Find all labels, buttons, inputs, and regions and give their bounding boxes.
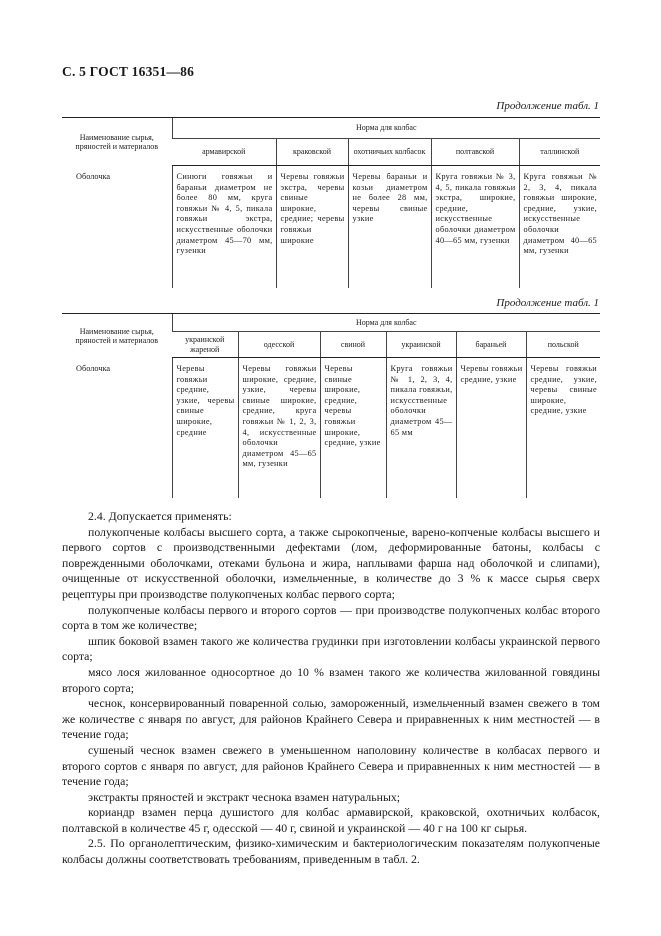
page-title: С. 5 ГОСТ 16351—86 <box>62 64 195 79</box>
table2-cell: Черевы говяжьи средние, узкие, черевы свиные широкие, средние, узкие <box>526 358 600 498</box>
table2-column-header: украинской жареной <box>172 332 238 358</box>
table2-cell: Черевы говяжьи широкие, средние, узкие, черевы свиные широкие, средние, круга говяжьи № 1, 2, 3, 4, искусственные оболочки диаметром 45—65 мм, гузенки <box>238 358 320 498</box>
table1-cell: Круга говяжьи № 3, 4, 5, пикала говяжьи экстра, широкие, средние, искусственные оболочки диаметром 40—65 мм, гузенки <box>431 166 519 288</box>
table1-row-header: Наименование сырья, пряностей и материалов <box>62 118 172 166</box>
section-2-5-paragraph: 2.5. По органолептическим, физико-химическим и бактериологическим показателям полукопченые колбасы должны соответствовать требованиям, приведенным в табл. 2. <box>62 836 600 867</box>
body-paragraph: кориандр взамен перца душистого для колбас армавирской, краковской, охотничьих колбасок, полтавской в количестве 45 г, одесской — 40 г, свиной и украинской — 40 г на 100 кг сырья. <box>62 805 600 835</box>
table2-group-header: Норма для колбас <box>172 314 600 332</box>
table1-row <box>62 166 600 288</box>
body-paragraph: чеснок, консервированный поваренной солью, замороженный, измельченный взамен свежего в том же количестве с января по август, для районов Крайнего Севера и приравненных к ним местностей — в течение года; <box>62 696 600 742</box>
table2-column-header: украинской <box>386 332 456 358</box>
table1 <box>62 117 600 288</box>
table1-cell: Черевы бараньи и козьи диаметром не более 28 мм, черевы свиные узкие <box>348 166 431 288</box>
table1-continuation-label: Продолжение табл. 1 <box>496 100 599 112</box>
table2-column-header: одесской <box>238 332 320 358</box>
table1-column-header: краковской <box>276 139 348 166</box>
body-paragraph: сушеный чеснок взамен свежего в уменьшенном наполовину количестве в колбасах первого и второго сортов с января по август, для районов Крайнего Севера и приравненных к ним местностей — в течение года; <box>62 742 600 789</box>
table1-cell: Синюги говяжьи и бараньи диаметром не более 80 мм, круга говяжьи № 4, 5, пикала говяжьи экстра, искусственные оболочки диаметром 45—70 мм, гузенки <box>172 166 276 288</box>
table2-cell: Черевы свиные широкие, средние, черевы говяжьи широкие, средние, узкие <box>320 358 386 498</box>
table2-cell: Круга говяжьи № 1, 2, 3, 4, пикала говяжьи, искусственные оболочки диаметром 45—65 мм <box>386 358 456 498</box>
table2-column-header: свиной <box>320 332 386 358</box>
section-2-4-heading: 2.4. Допускается применять: <box>88 509 232 523</box>
table2-cell: Черевы говяжьи средние, узкие, черевы свиные широкие, средние <box>172 358 238 498</box>
body-paragraph: полукопченые колбасы высшего сорта, а также сырокопченые, варено-копченые колбасы высшего и первого сортов с производственными дефектами (лом, деформированные батоны, колбасы с поврежденными оболочками, отеками бульона и жира, наплывами фарша над оболочкой и слипами), очищенные от искусственной оболочки, измельченные, в количестве до 3 % к массе сырья сверх рецептуры при производстве полукопченых колбас первого сорта; <box>62 524 600 601</box>
table1-group-header: Норма для колбас <box>172 118 600 139</box>
body-text <box>62 509 600 868</box>
table2-column-header: польской <box>526 332 600 358</box>
body-paragraph: экстракты пряностей и экстракт чеснока взамен натуральных; <box>88 789 401 804</box>
body-paragraph: полукопченые колбасы первого и второго сортов — при производстве полукопченых колбас второго сорта в том же количестве; <box>62 602 600 633</box>
table2-cell: Черевы говяжьи средние, узкие <box>456 358 526 498</box>
table2-continuation-label: Продолжение табл. 1 <box>496 297 599 309</box>
table2-row-name: Оболочка <box>76 363 111 373</box>
table2-column-header: бараньей <box>456 332 526 358</box>
table1-column-header: армавирской <box>172 139 276 166</box>
table1-cell: Круга говяжьи № 2, 3, 4, пикала говяжьи широкие, средние, узкие, искусственные оболочки диаметром 40—65 мм, гузенки <box>519 166 600 288</box>
table1-row-name: Оболочка <box>76 171 111 181</box>
body-paragraph: мясо лося жилованное односортное до 10 % взамен такого же количества жилованной говядины второго сорта; <box>62 664 600 695</box>
table1-cell: Черевы говяжьи экстра, черевы свиные широкие, средние; черевы говяжьи широкие <box>276 166 348 288</box>
body-paragraph: шпик боковой взамен такого же количества грудинки при изготовлении колбасы украинской первого сорта; <box>62 633 600 664</box>
table1-column-header: таллинской <box>519 139 600 166</box>
table2-row <box>62 358 600 498</box>
table2 <box>62 313 600 498</box>
table2-row-header: Наименование сырья, пряностей и материалов <box>62 314 172 358</box>
table1-column-header: полтавской <box>431 139 519 166</box>
table1-column-header: охотничьих колбасок <box>348 139 431 166</box>
